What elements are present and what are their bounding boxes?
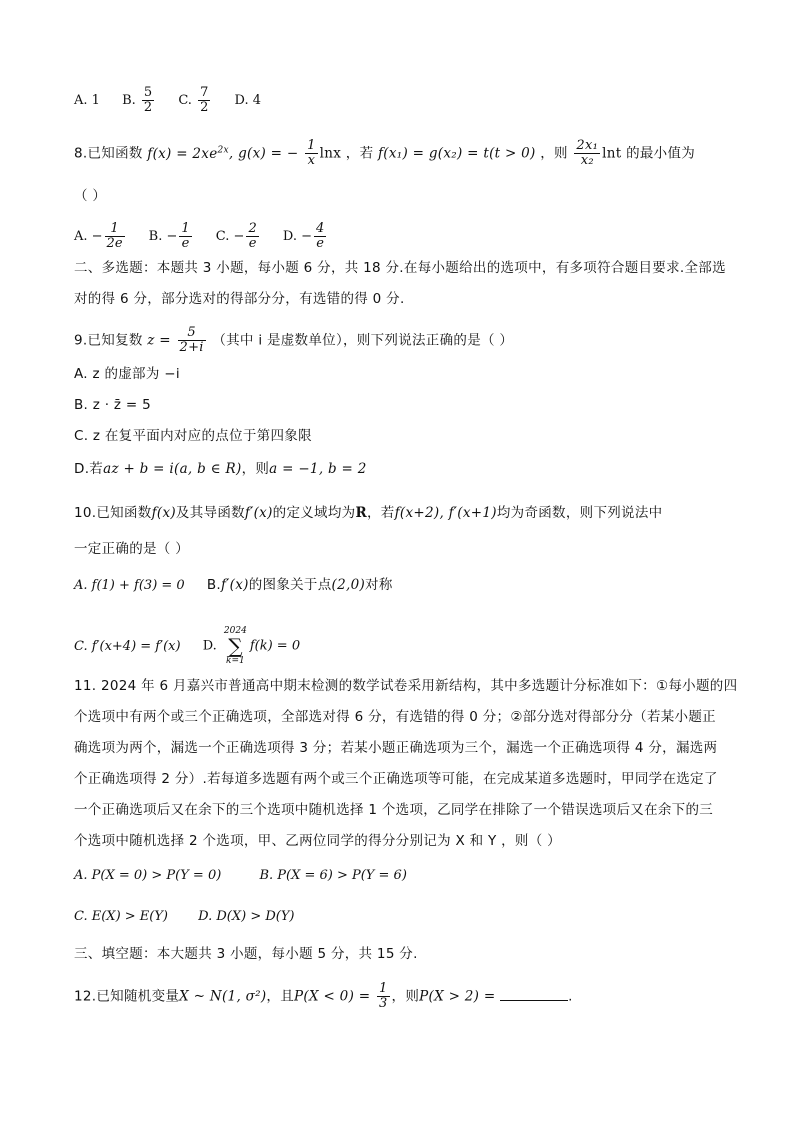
q12-stem: 12.已知随机变量X ~ N(1, σ²)，且P(X < 0) = $\frac{1}{3}$ ，则P(X > 2) = .	[74, 981, 573, 1011]
q10-options-ab	[74, 575, 411, 596]
q8-f-def: $f(x) = 2xe^{2x}$	[147, 145, 229, 162]
q10-stem-line1: 10.已知函数f(x)及其导函数f′(x)的定义域均为R，若f(x+2), f′(x+1)均为奇函数，则下列说法中	[74, 505, 663, 521]
q11-line6: 个选项中随机选择 2 个选项，甲、乙两位同学的得分分别记为 X 和 Y ，则（ ）	[74, 833, 561, 849]
q7-option-d: D. 4	[234, 93, 262, 108]
section2-line1: 二、多选题：本题共 3 小题，每小题 6 分，共 18 分.在每小题给出的选项中，有多项符合题目要求.全部选	[74, 260, 726, 276]
q11-line1: 11. 2024 年 6 月嘉兴市普通高中期末检测的数学试卷采用新结构，其中多选题计分标准如下：①每小题的四	[74, 678, 738, 694]
q11-option-b: B. P(X = 6) > P(Y = 6)	[259, 868, 407, 883]
q8-option-b: B. − $\frac{1}{e}$	[148, 221, 190, 251]
q10-option-c: C. f′(x+4) = f′(x)	[74, 638, 181, 654]
q9-option-a: A. z 的虚部为 −i	[74, 366, 180, 382]
q10-option-d: D. 2024 ∑ k=1 f(k) = 0	[202, 626, 301, 666]
q7-b-fraction: $\frac{5}{2}$	[143, 85, 153, 115]
q7-c-fraction: $\frac{7}{2}$	[200, 85, 209, 115]
q8-options	[74, 222, 346, 251]
q8-condition: f(x₁) = g(x₂) = t(t > 0)	[378, 145, 536, 162]
q8-option-d: D. − $\frac{4}{e}$	[282, 221, 325, 251]
q10-option-b: B.f′(x)的图象关于点(2,0)对称	[206, 577, 393, 593]
q8-option-c: C. − $\frac{2}{e}$	[215, 221, 257, 251]
q7-options	[74, 86, 279, 115]
q9-stem: 9.已知复数 z = $\frac{5}{2+i}$ （其中 i 是虚数单位），则下列说法正确的是（ ）	[74, 325, 514, 355]
q11-line3: 确选项为两个，漏选一个正确选项得 3 分；若某小题正确选项为三个，漏选一个正确选项得 4 分，漏选两	[74, 740, 718, 756]
answer-blank[interactable]	[500, 986, 568, 1001]
q9-option-c: C. z 在复平面内对应的点位于第四象限	[74, 428, 312, 444]
summation-symbol: 2024 ∑ k=1	[223, 626, 247, 666]
q11-option-c: C. E(X) > E(Y)	[74, 909, 169, 924]
q9-fraction: $\frac{5}{2+i}$	[179, 325, 204, 355]
q11-line2: 个选项中有两个或三个正确选项，全部选对得 6 分，有选错的得 0 分；②部分选对得部分分（若某小题正	[74, 709, 716, 725]
section3-header: 三、填空题：本大题共 3 小题，每小题 5 分，共 15 分.	[74, 946, 418, 962]
section2-line2: 对的得 6 分，部分选对的得部分分，有选错的得 0 分.	[74, 291, 405, 307]
q11-options-ab	[74, 866, 425, 886]
q9-option-b: B. z · z̄ = 5	[74, 397, 151, 413]
q8-ratio-fraction: $\frac{\text{2x₁}}{\text{x₂}}$	[576, 138, 599, 168]
q10-option-a: A. f(1) + f(3) = 0	[74, 578, 185, 593]
q9-option-d: D.若az + b = i(a, b ∈ R)，则a = −1, b = 2	[74, 461, 367, 477]
q11-line4: 个正确选项得 2 分）.若每道多选题有两个或三个正确选项等可能，在完成某道多选题时，甲同学在选定了	[74, 771, 718, 787]
q11-option-a: A. P(X = 0) > P(Y = 0)	[74, 868, 222, 883]
q7-option-c: C. $\frac{7}{2}$	[178, 85, 209, 115]
q7-option-a: A. 1	[74, 93, 100, 108]
q8-stem: 8.已知函数 $f(x) = 2xe^{2x}$, g(x) = − $\frac{1}{x}$ lnx ，若 f(x₁) = g(x₂) = t(t > 0) ，则 $\frac{\text{2x₁}}{\text{x₂}}$ lnt 的最小值为	[74, 138, 696, 168]
q7-option-b: B. $\frac{5}{2}$	[122, 85, 153, 115]
q8-option-a: A. − $\frac{1}{2e}$	[74, 221, 123, 251]
q11-option-d: D. D(X) > D(Y)	[198, 909, 295, 924]
q8-g-fraction: $\frac{1}{x}$	[307, 138, 316, 168]
q10-stem-line2: 一定正确的是（ ）	[74, 541, 189, 557]
q10-options-cd	[74, 626, 318, 666]
q11-options-cd	[74, 907, 313, 927]
q11-line5: 一个正确选项后又在余下的三个选项中随机选择 1 个选项，乙同学在排除了一个错误选项后又在余下的三	[74, 802, 714, 818]
q12-fraction: $\frac{1}{3}$	[378, 981, 388, 1011]
q8-answer-paren: （ ）	[74, 188, 107, 204]
